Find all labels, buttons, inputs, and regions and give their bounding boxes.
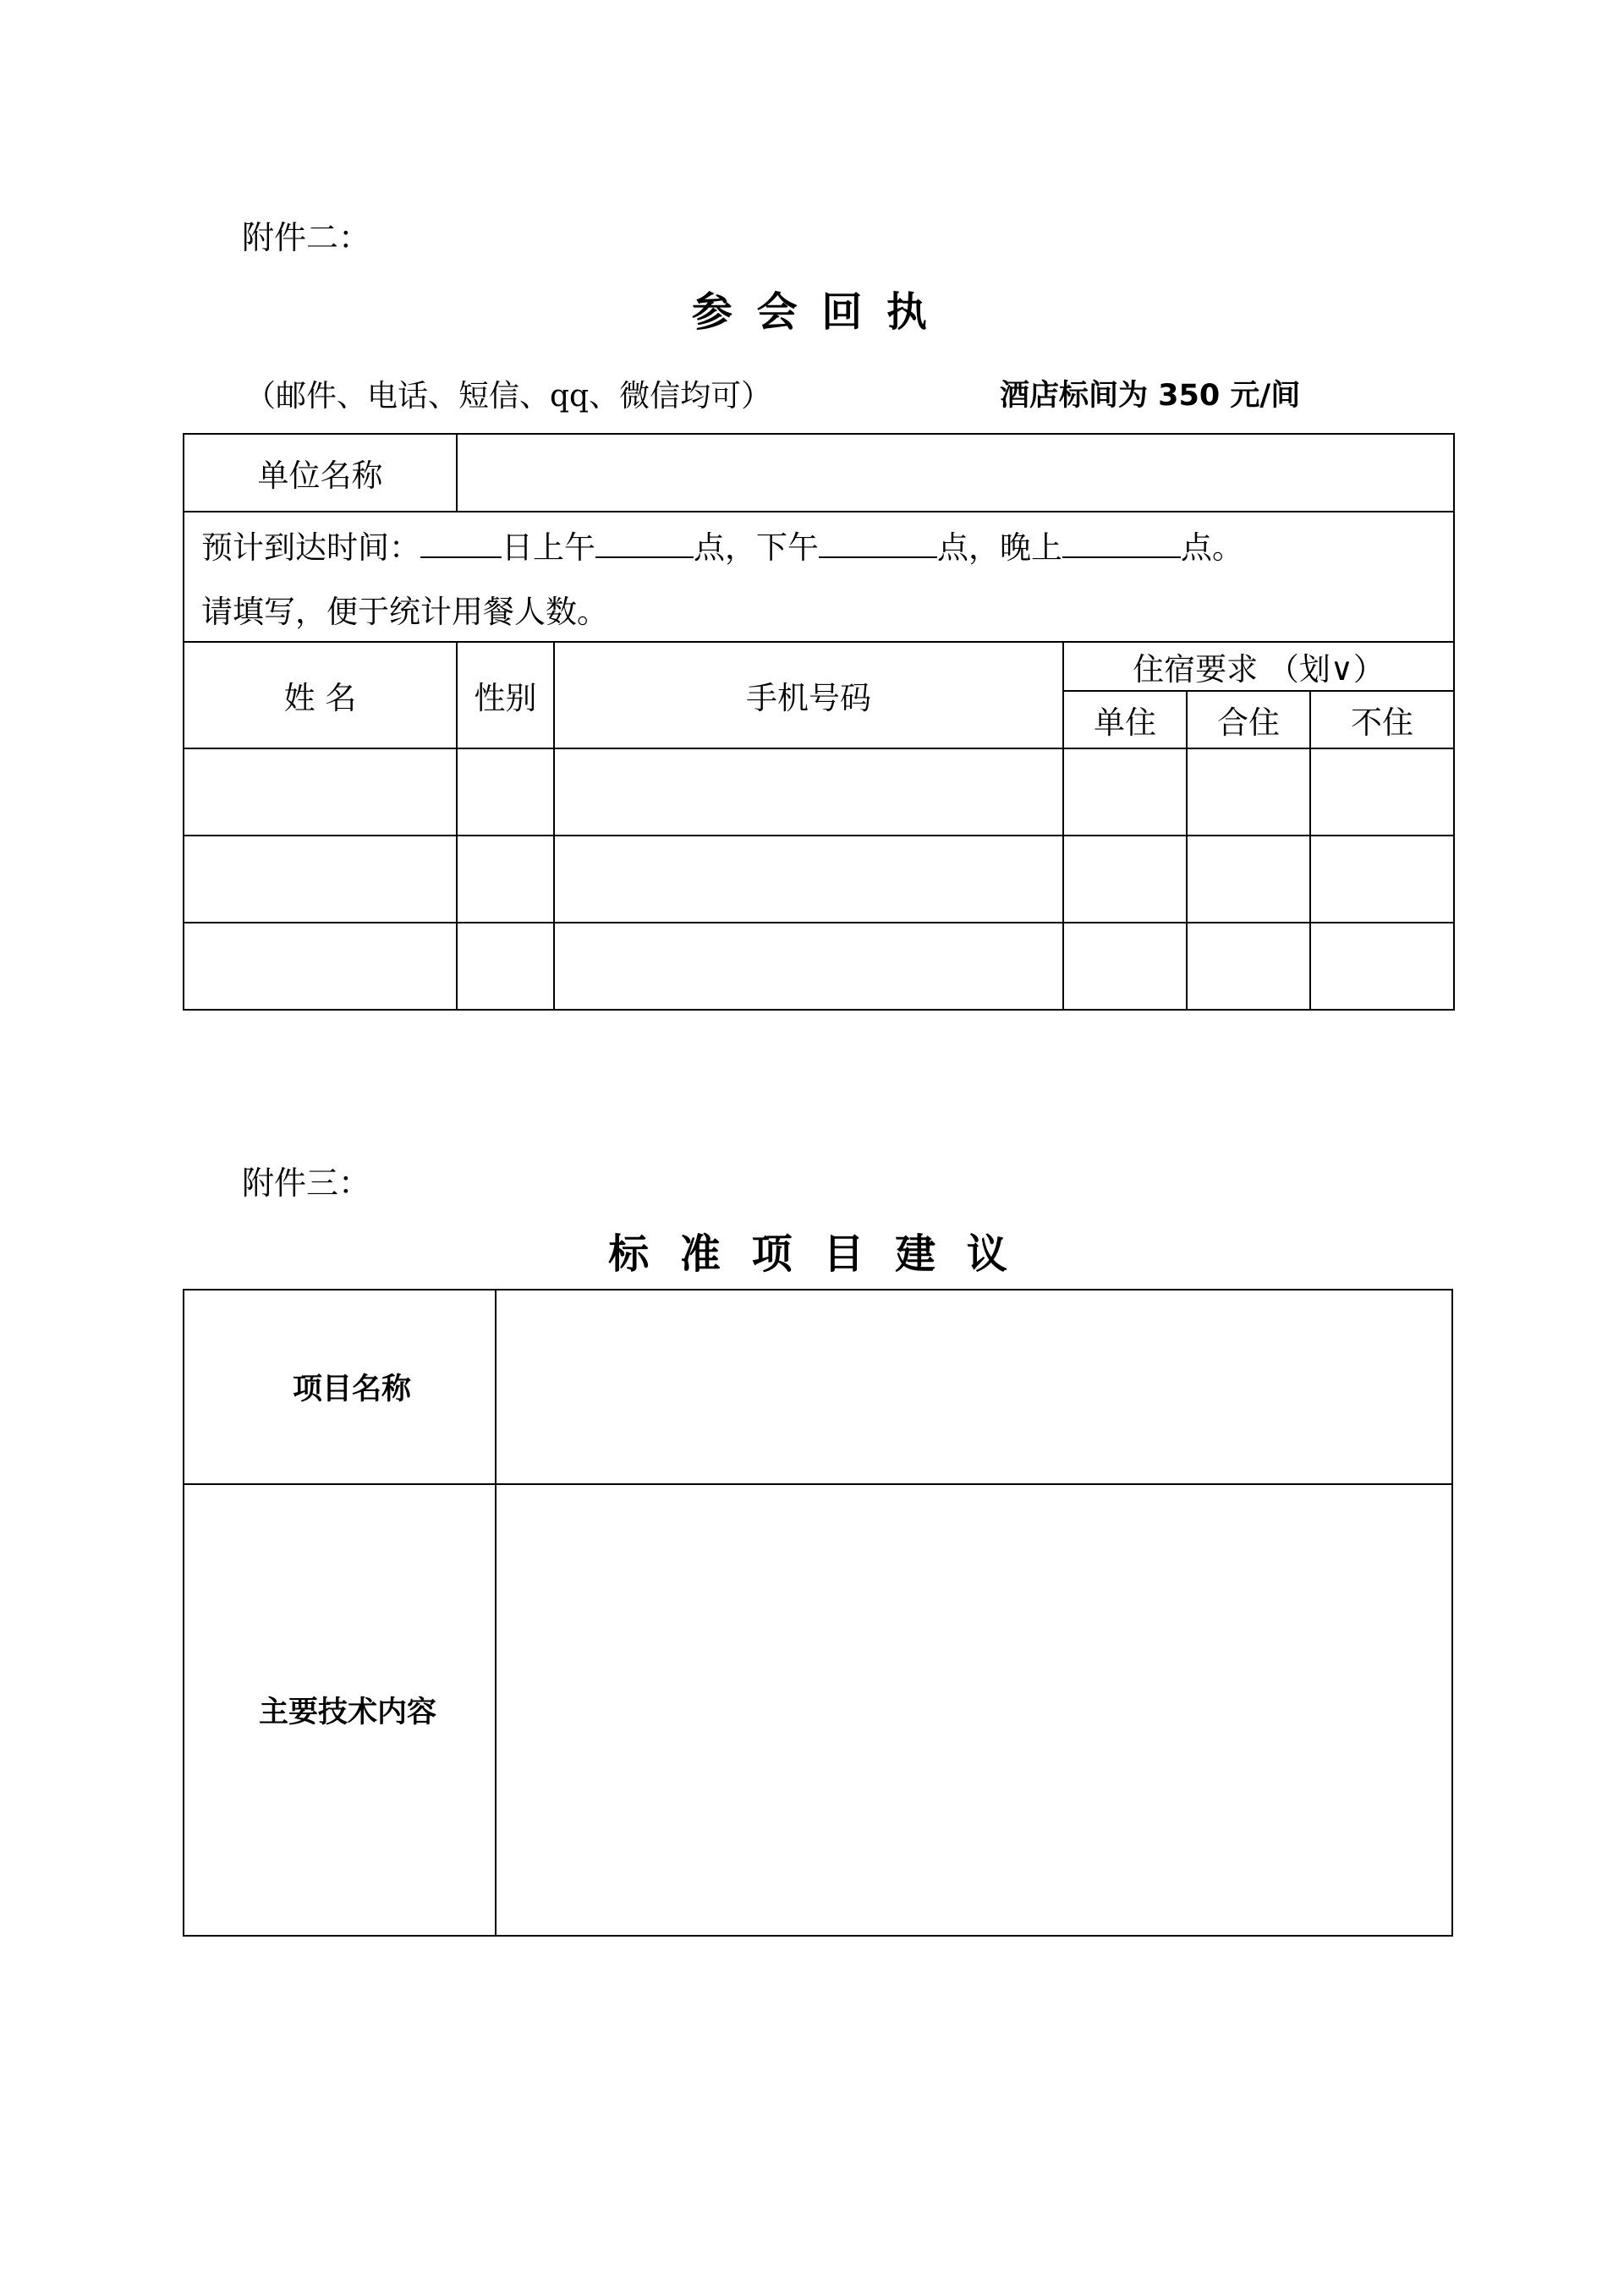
arrival-day-blank[interactable] [420,526,502,558]
project-name-field[interactable] [496,1290,1452,1484]
meal-count-note: 请填写，便于统计用餐人数。 [201,594,608,630]
arrival-label: 预计到达时间： [201,529,420,566]
arrival-end-text: 点。 [1181,529,1243,566]
shared-cell[interactable] [1187,836,1310,923]
technical-content-field[interactable] [496,1484,1452,1936]
single-room-header: 单住 [1063,691,1187,748]
proposal-table [183,1289,1453,1937]
gender-cell[interactable] [457,748,554,836]
arrival-afternoon-blank[interactable] [819,526,937,558]
arrival-afternoon-text: 点，下午 [694,529,819,566]
arrival-day-text: 日上午 [502,529,595,566]
gender-cell[interactable] [457,923,554,1010]
hotel-price-note: 酒店标间为 350 元/间 [1000,379,1301,413]
unit-name-label: 单位名称 [184,434,457,512]
table-row [184,836,1454,923]
table-row [184,923,1454,1010]
arrival-evening-text: 点，晚上 [937,529,1062,566]
table-row [184,748,1454,836]
gender-cell[interactable] [457,836,554,923]
single-cell[interactable] [1063,748,1187,836]
arrival-time-cell [184,512,1454,642]
arrival-morning-blank[interactable] [595,526,694,558]
name-cell[interactable] [184,836,457,923]
name-cell[interactable] [184,748,457,836]
phone-cell[interactable] [554,748,1063,836]
name-header: 姓 名 [184,642,457,748]
receipt-table [183,433,1455,1011]
phone-cell[interactable] [554,836,1063,923]
phone-cell[interactable] [554,923,1063,1010]
single-cell[interactable] [1063,923,1187,1010]
shared-cell[interactable] [1187,923,1310,1010]
technical-content-label: 主要技术内容 [184,1484,496,1936]
name-cell[interactable] [184,923,457,1010]
no-room-header: 不住 [1310,691,1454,748]
none-cell[interactable] [1310,748,1454,836]
none-cell[interactable] [1310,923,1454,1010]
none-cell[interactable] [1310,836,1454,923]
project-name-label: 项目名称 [184,1290,496,1484]
annex-three-label: 附件三： [242,1164,371,1202]
gender-header: 性别 [457,642,554,748]
lodging-header: 住宿要求 （划∨） [1063,642,1454,691]
proposal-title: 标 准 项 目 建 议 [608,1230,1016,1278]
unit-name-field[interactable] [457,434,1454,512]
shared-room-header: 合住 [1187,691,1310,748]
shared-cell[interactable] [1187,748,1310,836]
phone-header: 手机号码 [554,642,1063,748]
arrival-evening-blank[interactable] [1062,526,1181,558]
annex-two-label: 附件二： [242,219,371,256]
receipt-title: 参 会 回 执 [691,288,933,336]
contact-methods-note: （邮件、电话、短信、qq、微信均可） [245,379,772,414]
single-cell[interactable] [1063,836,1187,923]
